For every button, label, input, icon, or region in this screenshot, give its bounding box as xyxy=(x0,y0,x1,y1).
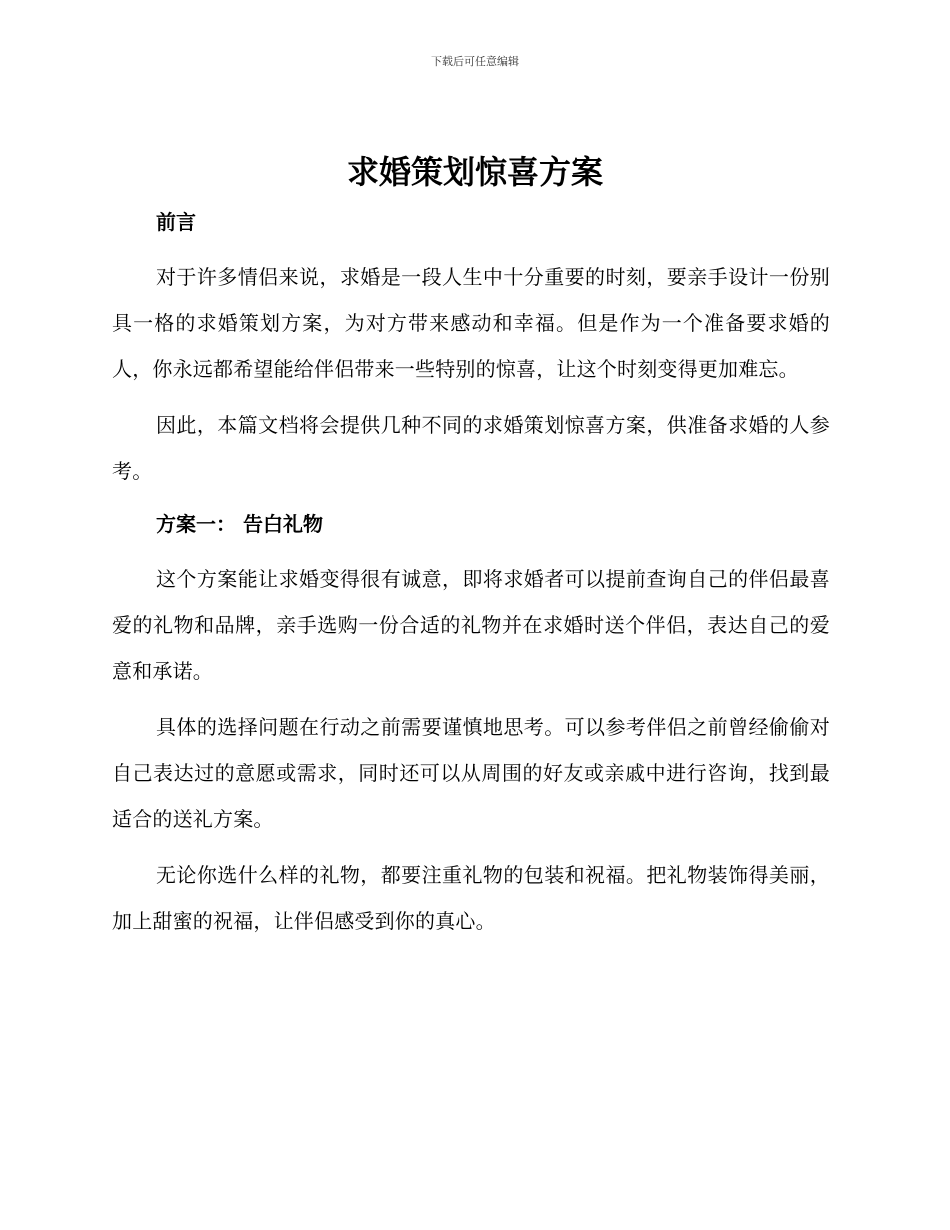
plan1-heading: 方案一： 告白礼物 xyxy=(156,512,323,536)
plan1-paragraph-3: 无论你选什么样的礼物，都要注重礼物的包装和祝福。把礼物装饰得美丽，加上甜蜜的祝福，让伴侣感受到你的真心。 xyxy=(112,863,830,933)
plan1-paragraph-1: 这个方案能让求婚变得很有诚意，即将求婚者可以提前查询自己的伴侣最喜爱的礼物和品牌，亲手选购一份合适的礼物并在求婚时送个伴侣，表达自己的爱意和承诺。 xyxy=(112,567,830,683)
document-body xyxy=(112,202,830,944)
header-note: 下载后可任意编辑 xyxy=(431,55,519,68)
preface-paragraph-2: 因此，本篇文档将会提供几种不同的求婚策划惊喜方案，供准备求婚的人参考。 xyxy=(112,413,830,483)
document-title: 求婚策划惊喜方案 xyxy=(346,153,603,191)
preface-paragraph-1: 对于许多情侣来说，求婚是一段人生中十分重要的时刻，要亲手设计一份别具一格的求婚策划方案，为对方带来感动和幸福。但是作为一个准备要求婚的人，你永远都希望能给伴侣带来一些特别的惊喜，让这个时刻变得更加难忘。 xyxy=(112,265,830,381)
preface-heading: 前言 xyxy=(156,210,196,234)
plan1-paragraph-2: 具体的选择问题在行动之前需要谨慎地思考。可以参考伴侣之前曾经偷偷对自己表达过的意愿或需求，同时还可以从周围的好友或亲戚中进行咨询，找到最适合的送礼方案。 xyxy=(112,715,830,831)
